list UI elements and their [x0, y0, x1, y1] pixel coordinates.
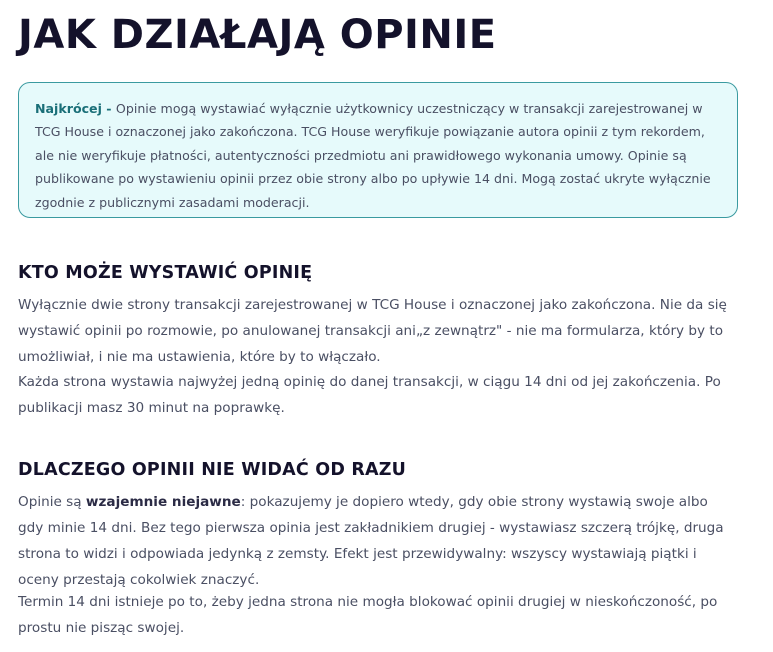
section-heading-who-can-review: KTO MOŻE WYSTAWIĆ OPINIĘ — [18, 263, 313, 283]
summary-box — [18, 82, 738, 218]
section-paragraph: Termin 14 dni istnieje po to, żeby jedna strona nie mogła blokować opinii drugiej w nieskończoność, po prostu nie pisząc swojej. — [18, 594, 718, 636]
summary-text: Opinie mogą wystawiać wyłącznie użytkownicy uczestniczący w transakcji zarejestrowanej w TCG House i oznaczonej jako zakończona. TCG House weryfikuje powiązanie autora opinii z tym rekordem, ale nie weryfikuje płatności, autentyczności przedmiotu ani prawidłowego wykonania umowy. Opinie są publikowane po wystawieniu opinii przez obie strony albo po upływie 14 dni. Mogą zostać ukryte wyłącznie zgodnie z publicznymi zasadami moderacji. — [35, 101, 711, 210]
emphasis-text: wzajemnie niejawne — [85, 494, 241, 510]
section-paragraph: Każda strona wystawia najwyżej jedną opinię do danej transakcji, w ciągu 14 dni od jej zakończenia. Po publikacji masz 30 minut na poprawkę. — [18, 374, 721, 416]
page-title: JAK DZIAŁAJĄ OPINIE — [18, 12, 497, 58]
summary-separator: - — [101, 101, 116, 116]
section-heading-why-not-visible: DLACZEGO OPINII NIE WIDAĆ OD RAZU — [18, 460, 407, 480]
paragraph-text: Opinie są — [18, 494, 86, 510]
section-paragraph: Wyłącznie dwie strony transakcji zarejestrowanej w TCG House i oznaczonej jako zakończona. Nie da się wystawić opinii po rozmowie, po anulowanej transakcji ani„z zewnątrz" - nie ma formularza, który by to umożliwiał, i nie ma ustawienia, które by to włączało. — [18, 297, 727, 365]
section-paragraph — [18, 489, 734, 593]
summary-lead: Najkrócej — [35, 101, 102, 116]
paragraph-text: : pokazujemy je dopiero wtedy, gdy obie strony wystawią swoje albo gdy minie 14 dni. Bez tego pierwsza opinia jest zakładnikiem drugiej - wystawiasz szczerą trójkę, druga strona to widzi i odpowiada jedynką z zemsty. Efekt jest przewidywalny: wszyscy wystawiają piątki i oceny przestają cokolwiek znaczyć. — [18, 494, 724, 588]
